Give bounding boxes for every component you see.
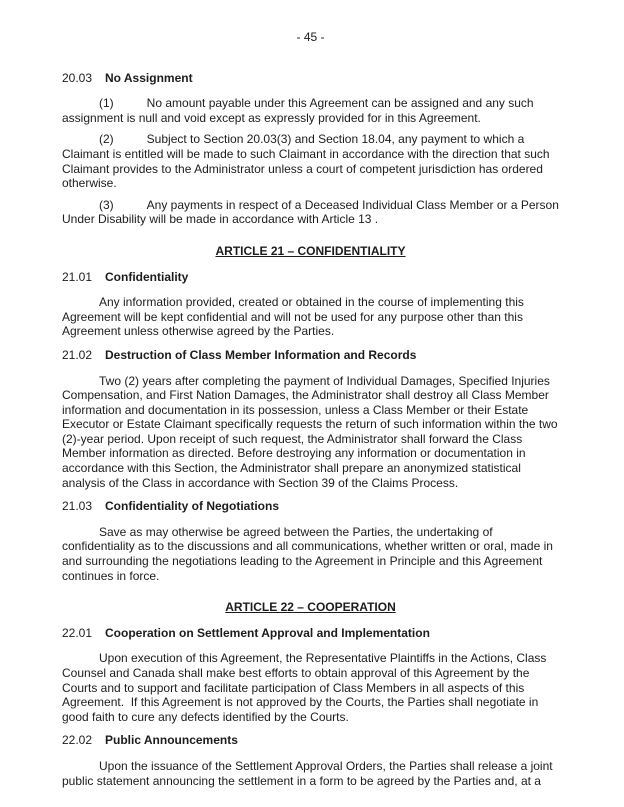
paragraph-text: Any payments in respect of a Deceased Individual Class Member or a Person Under Disability will be made in accordance with Article 13 .: [62, 197, 563, 227]
paragraph-text: Any information provided, created or obtained in the course of implementing this Agreement will be kept confidential and will not be used for any purpose other than this Agreement unless otherwise agreed by the Parties.: [62, 295, 527, 339]
paragraph-20-03-1: [62, 96, 559, 125]
paragraph-20-03-3: [62, 197, 563, 227]
paragraph-number: (2): [99, 132, 114, 147]
section-title: Confidentiality of Negotiations: [105, 499, 279, 514]
paragraph-text: Save as may otherwise be agreed between the Parties, the undertaking of confidentiality as to the discussions and all communications, whether written or oral, made in and surrounding the negotiations leading to the Agreement in Principle and this Agreement continues in force.: [62, 524, 557, 583]
section-title: Cooperation on Settlement Approval and Implementation: [105, 625, 430, 640]
section-number: 21.01: [62, 269, 93, 284]
section-title: Public Announcements: [105, 733, 238, 748]
article-heading-22: ARTICLE 22 – COOPERATION: [225, 600, 396, 615]
section-heading-22-01: [62, 626, 559, 641]
page-number: - 45 -: [296, 30, 325, 44]
paragraph-22-01: [62, 651, 559, 724]
paragraph-number: (1): [99, 96, 114, 111]
section-heading-20-03: [62, 71, 559, 86]
section-heading-21-02: [62, 348, 559, 363]
paragraph-text: Subject to Section 20.03(3) and Section 18.04, any payment to which a Claimant is entitled will be made to such Claimant in accordance with the direction that such Claimant provides to the Administrator unless a court of competent jurisdiction has ordered otherwise.: [62, 132, 553, 191]
section-title: Confidentiality: [105, 269, 189, 284]
section-heading-21-03: [62, 499, 559, 514]
paragraph-21-03: [62, 525, 559, 583]
paragraph-number: (3): [99, 197, 114, 212]
paragraph-text: No amount payable under this Agreement can be assigned and any such assignment is null and void except as expressly provided for in this Agreement.: [62, 96, 537, 125]
section-heading-21-01: [62, 270, 559, 285]
section-number: 22.01: [62, 625, 93, 640]
article-heading-21: ARTICLE 21 – CONFIDENTIALITY: [215, 243, 406, 258]
paragraph-text: Two (2) years after completing the payment of Individual Damages, Specified Injuries Compensation, and First Nation Damages, the Administrator shall destroy all Class Member information and documentation in its possession, unless a Class Member or their Estate Executor or Estate Claimant specifically requests the return of such information within the two (2)-year period. Upon receipt of such request, the Administrator shall forward the Class Member information as directed. Before destroying any information or documentation in accordance with this Section, the Administrator shall prepare an anonymized statistical analysis of the Class in accordance with Section 39 of the Claims Process.: [62, 373, 561, 490]
paragraph-20-03-2: [62, 132, 559, 190]
paragraph-22-02: [62, 759, 559, 788]
paragraph-21-02: [62, 374, 559, 491]
section-number: 21.02: [62, 347, 93, 362]
section-number: 20.03: [62, 70, 93, 85]
paragraph-text: Upon execution of this Agreement, the Representative Plaintiffs in the Actions, Class Counsel and Canada shall make best efforts to obtain approval of this Agreement by the Courts and to support and facilitate participation of Class Members in all aspects of this Agreement. If this Agreement is not approved by the Courts, the Parties shall negotiate in good faith to cure any defects identified by the Courts.: [62, 651, 550, 724]
section-heading-22-02: [62, 733, 559, 748]
section-title: No Assignment: [105, 70, 193, 85]
section-title: Destruction of Class Member Information and Records: [105, 347, 417, 362]
section-number: 21.03: [62, 499, 93, 514]
paragraph-text: Upon the issuance of the Settlement Approval Orders, the Parties shall release a joint public statement announcing the settlement in a form to be agreed by the Parties and, at a: [62, 758, 556, 788]
paragraph-21-01: [62, 295, 559, 339]
section-number: 22.02: [62, 733, 93, 748]
page-content: [62, 30, 563, 788]
